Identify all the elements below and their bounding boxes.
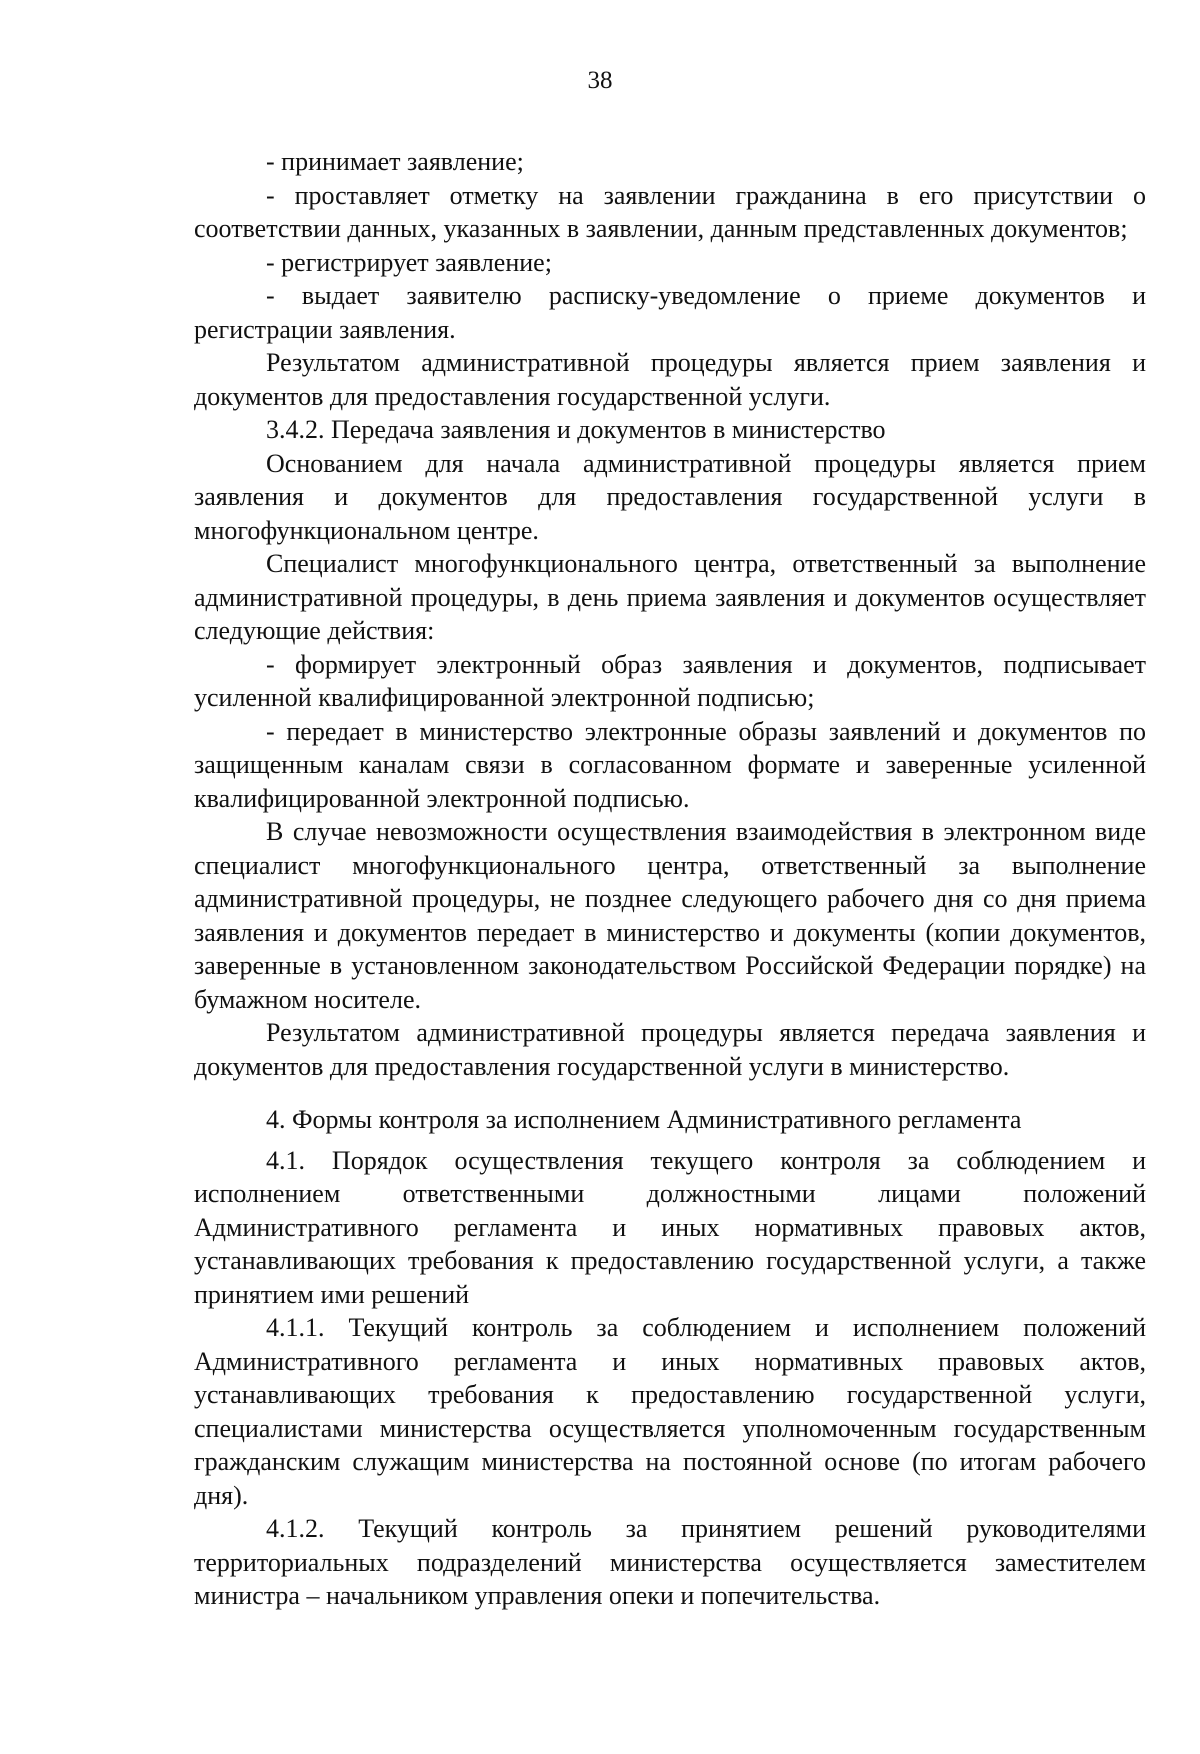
- paragraph-specialist-actions: Специалист многофункционального центра, ответственный за выполнение административной процедуры, в день приема заявления и документов осуществляет следующие действия:: [194, 549, 1146, 645]
- paragraph-transfers-electronic-images: - передает в министерство электронные образы заявлений и документов по защищенным каналам связи в согласованном формате и заверенные усиленной квалифицированной электронной подписью.: [194, 716, 1146, 813]
- paragraph-transfer-result: Результатом административной процедуры является передача заявления и документов для предоставления государственной услуги в министерство.: [194, 1018, 1146, 1081]
- paragraph-registers-application: - регистрирует заявление;: [266, 247, 552, 277]
- paragraph-paper-transfer: В случае невозможности осуществления взаимодействия в электронном виде специалист многофункционального центра, ответственный за выполнение административной процедуры, не позднее следующего рабочего дня со дня приема заявления и документов передает в министерство и документы (копии документов, заверенные в установленном законодательством Российской Федерации порядке) на бумажном носителе.: [194, 817, 1146, 1014]
- section-4-1-title: 4.1. Порядок осуществления текущего контроля за соблюдением и исполнением ответственными должностными лицами положений Административного регламента и иных нормативных правовых актов, устанавливающих требования к предоставлению государственной услуги, а также принятием ими решений: [194, 1145, 1146, 1309]
- paragraph-procedure-basis: Основанием для начала административной процедуры является прием заявления и документов для предоставления государственной услуги в многофункциональном центре.: [194, 448, 1146, 545]
- paragraph-4-1-1: 4.1.1. Текущий контроль за соблюдением и исполнением положений Административного регламента и иных нормативных правовых актов, устанавливающих требования к предоставлению государственной услуги, специалистами министерства осуществляется уполномоченным государственным гражданским служащим министерства на постоянной основе (по итогам рабочего дня).: [194, 1313, 1146, 1510]
- paragraph-procedure-result: Результатом административной процедуры является прием заявления и документов для предоставления государственной услуги.: [194, 348, 1146, 411]
- paragraph-accepts-application: - принимает заявление;: [266, 147, 524, 176]
- paragraph-4-1-2: 4.1.2. Текущий контроль за принятием решений руководителями территориальных подразделений министерства осуществляется заместителем министра – начальником управления опеки и попечительства.: [194, 1514, 1146, 1610]
- paragraph-marks-application: - проставляет отметку на заявлении гражданина в его присутствии о соответствии данных, указанных в заявлении, данным представленных документов;: [194, 180, 1146, 243]
- document-body: [194, 145, 1146, 1613]
- section-4-title: 4. Формы контроля за исполнением Административного регламента: [266, 1105, 1022, 1134]
- paragraph-forms-electronic-image: - формирует электронный образ заявления и документов, подписывает усиленной квалифицированной электронной подписью;: [194, 649, 1146, 712]
- section-3-4-2-title: 3.4.2. Передача заявления и документов в министерство: [266, 415, 886, 444]
- paragraph-issues-receipt: - выдает заявителю расписку-уведомление о приеме документов и регистрации заявления.: [194, 281, 1146, 344]
- page-number: 38: [587, 67, 613, 94]
